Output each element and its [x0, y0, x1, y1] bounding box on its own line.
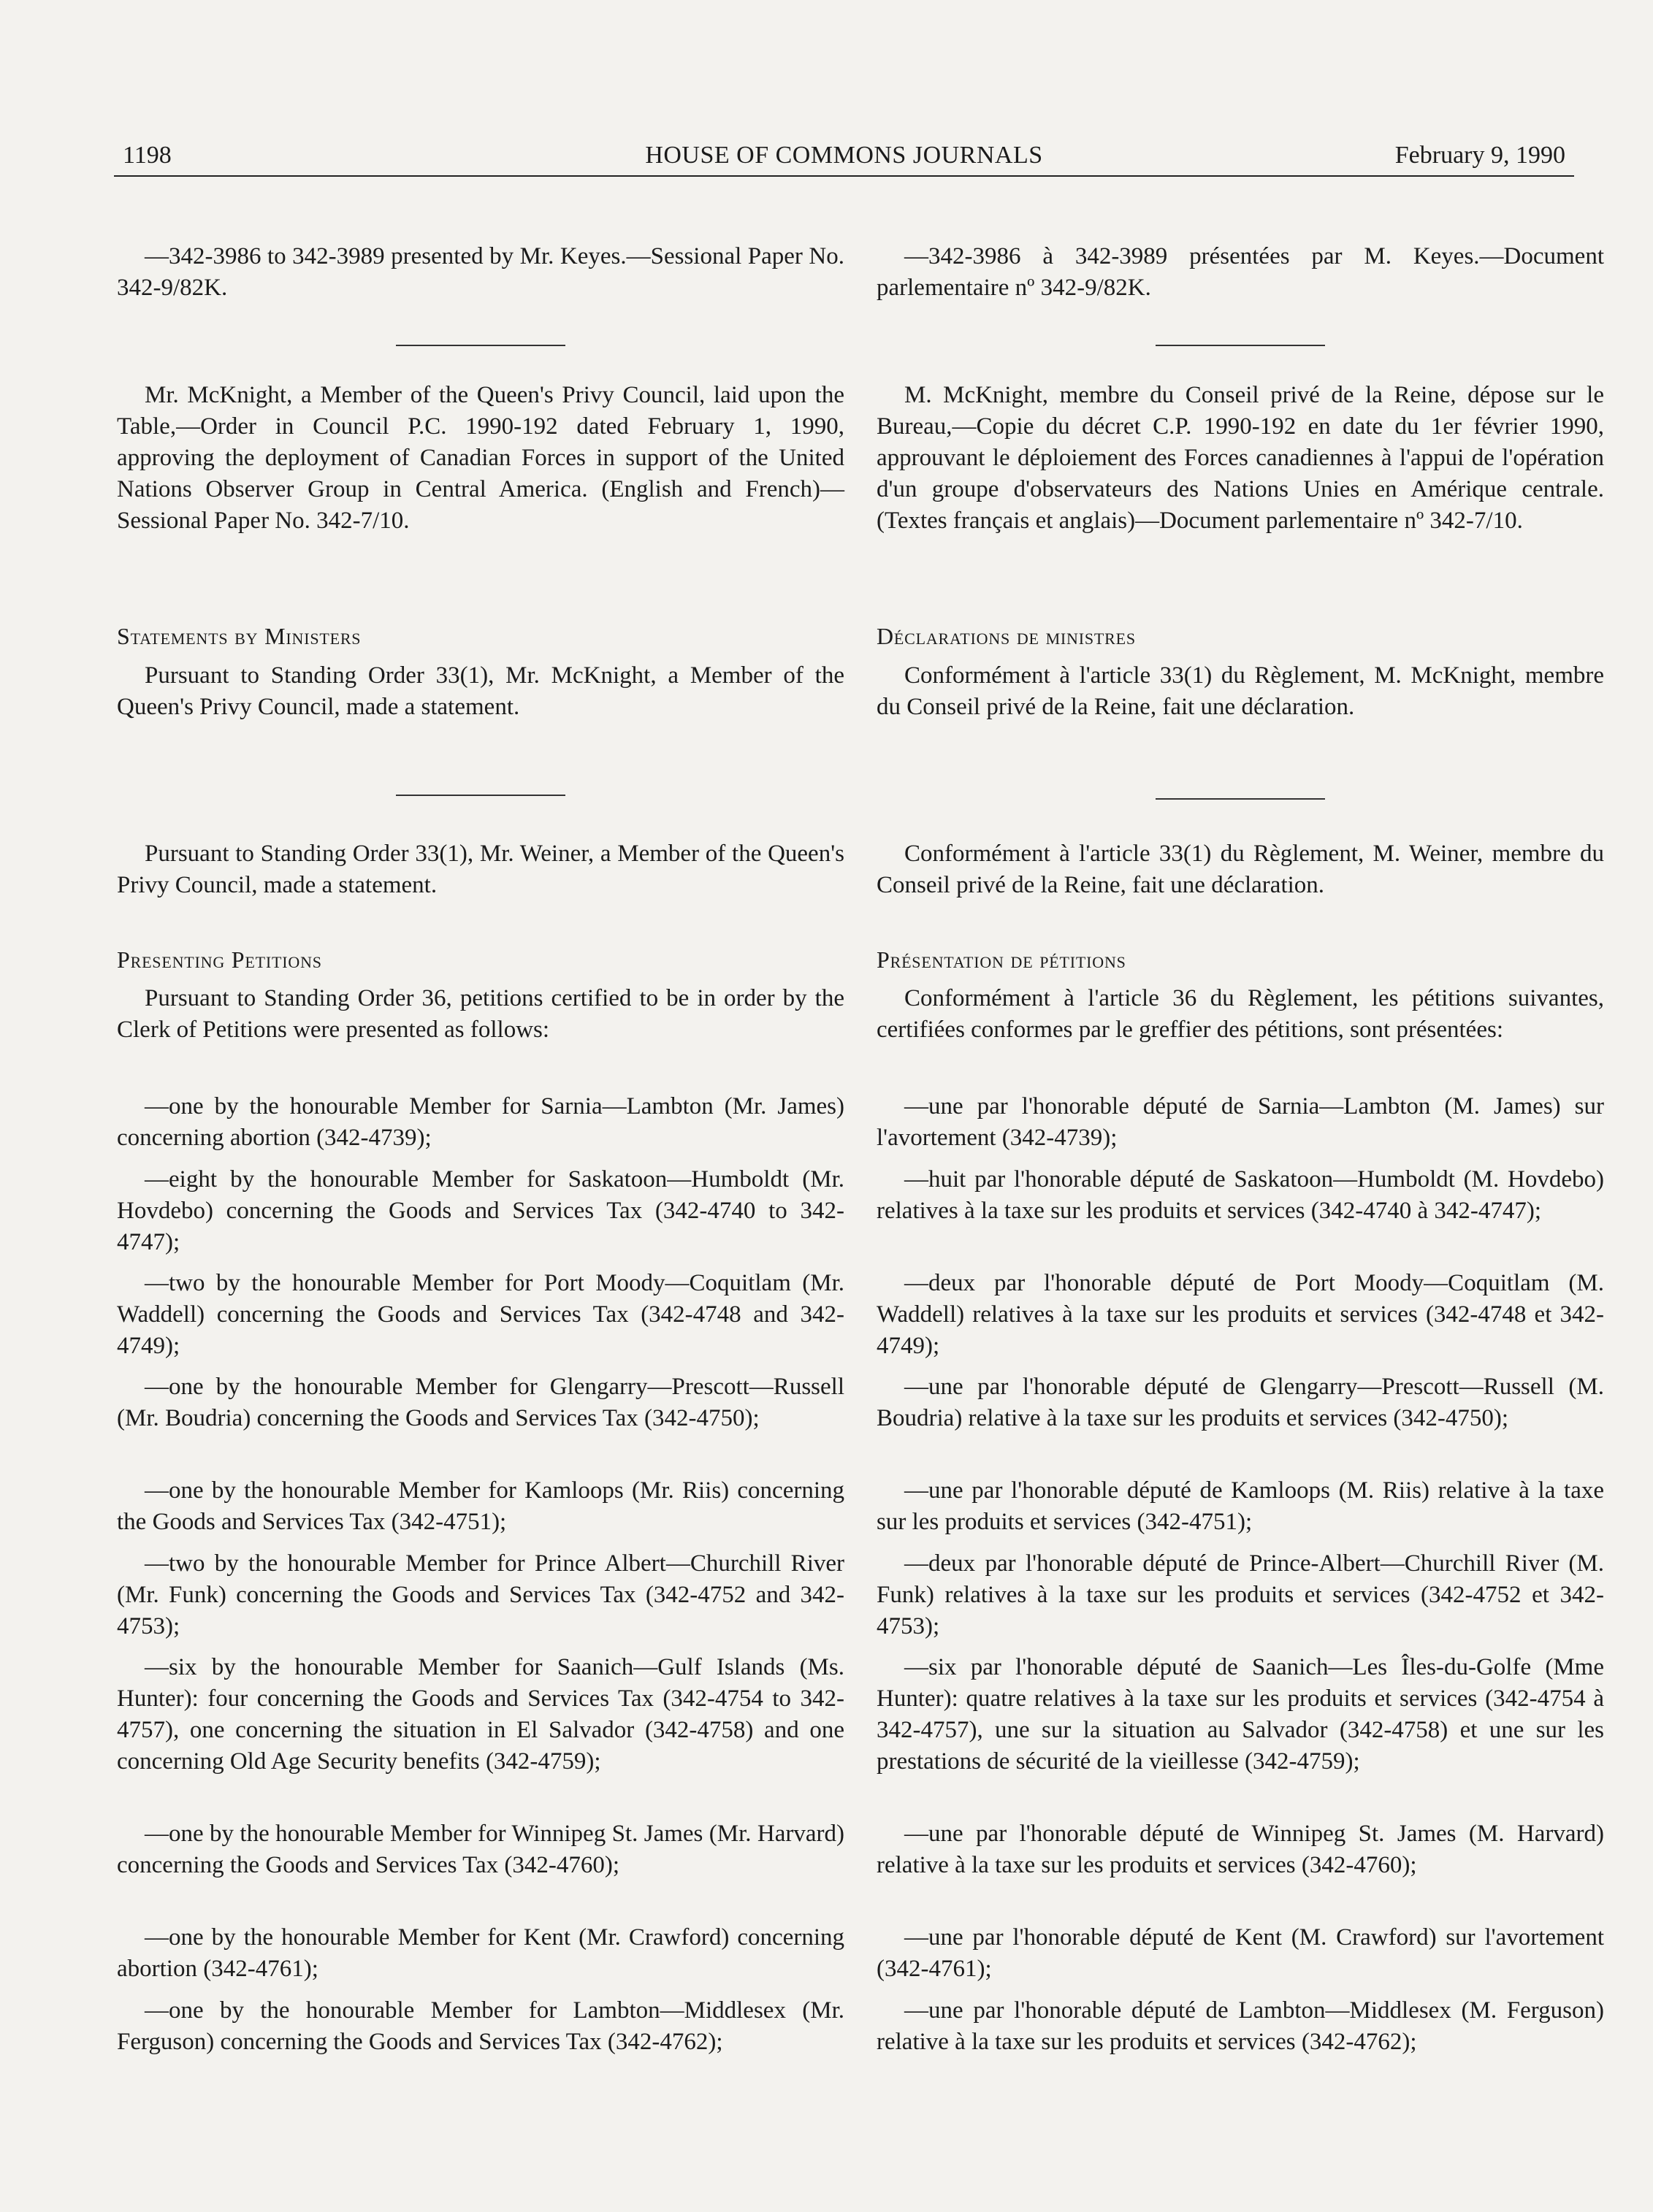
petition-list-item: —two by the honourable Member for Port Moody—Coquitlam (Mr. Waddell) concerning the Goods and Services Tax (342-4748 and 342-4749);: [117, 1270, 844, 1359]
sessional-paper-entry-fr: —342-3986 à 342-3989 présentées par M. Keyes.—Document parlementaire nº 342-9/82K.: [877, 243, 1604, 301]
declaration-weiner: Conformément à l'article 33(1) du Règlement, M. Weiner, membre du Conseil privé de la Reine, fait une déclaration.: [877, 841, 1604, 898]
presentation-de-petitions-heading: Présentation de pétitions: [877, 946, 1126, 973]
petition-list-item: —une par l'honorable député de Winnipeg St. James (M. Harvard) relative à la taxe sur les produits et services (342-4760);: [877, 1821, 1604, 1878]
petition-list-item: —deux par l'honorable député de Port Moody—Coquitlam (M. Waddell) relatives à la taxe sur les produits et services (342-4748 et 342-4749);: [877, 1270, 1604, 1359]
petition-list-item: —one by the honourable Member for Lambton—Middlesex (Mr. Ferguson) concerning the Goods and Services Tax (342-4762);: [117, 1997, 844, 2055]
petition-list-item: —one by the honourable Member for Winnipeg St. James (Mr. Harvard) concerning the Goods and Services Tax (342-4760);: [117, 1821, 844, 1878]
order-in-council-entry-fr: M. McKnight, membre du Conseil privé de la Reine, dépose sur le Bureau,—Copie du décret C.P. 1990-192 en date du 1er février 1990, approuvant le déploiement des Forces canadiennes à l'appui de l'opération d'un groupe d'observateurs des Nations Unies en Amérique centrale. (Textes français et anglais)—Document parlementaire nº 342-7/10.: [877, 382, 1604, 534]
declarations-de-ministres-heading: Déclarations de ministres: [877, 623, 1136, 649]
journal-date: February 9, 1990: [1394, 142, 1565, 169]
petition-list-item: —one by the honourable Member for Glengarry—Prescott—Russell (Mr. Boudria) concerning the Goods and Services Tax (342-4750);: [117, 1374, 844, 1431]
section-divider: [396, 795, 565, 796]
section-divider: [1156, 345, 1325, 346]
petitions-intro: Pursuant to Standing Order 36, petitions certified to be in order by the Clerk of Petitions were presented as follows:: [117, 985, 844, 1043]
petition-list-item: —une par l'honorable député de Lambton—Middlesex (M. Ferguson) relative à la taxe sur les produits et services (342-4762);: [877, 1997, 1604, 2055]
petition-list-item: —une par l'honorable député de Kamloops (M. Riis) relative à la taxe sur les produits et services (342-4751);: [877, 1477, 1604, 1535]
petition-list-item: —eight by the honourable Member for Saskatoon—Humboldt (Mr. Hovdebo) concerning the Goods and Services Tax (342-4740 to 342-4747);: [117, 1166, 844, 1255]
page-number: 1198: [123, 142, 172, 169]
section-divider: [396, 345, 565, 346]
petitions-intro-fr: Conformément à l'article 36 du Règlement, les pétitions suivantes, certifiées conformes par le greffier des pétitions, sont présentées:: [877, 985, 1604, 1043]
journal-title: HOUSE OF COMMONS JOURNALS: [645, 142, 1043, 169]
sessional-paper-entry: —342-3986 to 342-3989 presented by Mr. Keyes.—Sessional Paper No. 342-9/82K.: [117, 243, 844, 301]
statement-weiner: Pursuant to Standing Order 33(1), Mr. Weiner, a Member of the Queen's Privy Council, made a statement.: [117, 841, 844, 898]
petition-list-item: —two by the honourable Member for Prince Albert—Churchill River (Mr. Funk) concerning the Goods and Services Tax (342-4752 and 342-4753);: [117, 1550, 844, 1639]
petition-list-item: —one by the honourable Member for Kamloops (Mr. Riis) concerning the Goods and Services Tax (342-4751);: [117, 1477, 844, 1535]
petition-list-item: —six par l'honorable député de Saanich—Les Îles-du-Golfe (Mme Hunter): quatre relatives à la taxe sur les produits et services (342-4754 à 342-4757), une sur la situation au Salvador (342-4758) et une sur les prestations de sécurité de la vieillesse (342-4759);: [877, 1654, 1604, 1775]
petition-list-item: —une par l'honorable député de Sarnia—Lambton (M. James) sur l'avortement (342-4739);: [877, 1093, 1604, 1151]
running-header: [114, 137, 1574, 177]
statements-by-ministers-heading: Statements by Ministers: [117, 623, 362, 649]
section-divider: [1156, 798, 1325, 800]
petition-list-item: —six by the honourable Member for Saanich—Gulf Islands (Ms. Hunter): four concerning the Goods and Services Tax (342-4754 to 342-4757), one concerning the situation in El Salvador (342-4758) and one concerning Old Age Security benefits (342-4759);: [117, 1654, 844, 1775]
petition-list-item: —deux par l'honorable député de Prince-Albert—Churchill River (M. Funk) relatives à la taxe sur les produits et services (342-4752 et 342-4753);: [877, 1550, 1604, 1639]
petition-list-item: —one by the honourable Member for Kent (Mr. Crawford) concerning abortion (342-4761);: [117, 1924, 844, 1982]
petition-list-item: —une par l'honorable député de Glengarry—Prescott—Russell (M. Boudria) relative à la taxe sur les produits et services (342-4750);: [877, 1374, 1604, 1431]
declaration-mcknight: Conformément à l'article 33(1) du Règlement, M. McKnight, membre du Conseil privé de la Reine, fait une déclaration.: [877, 662, 1604, 720]
petition-list-item: —one by the honourable Member for Sarnia—Lambton (Mr. James) concerning abortion (342-4739);: [117, 1093, 844, 1151]
presenting-petitions-heading: Presenting Petitions: [117, 946, 322, 973]
statement-mcknight: Pursuant to Standing Order 33(1), Mr. McKnight, a Member of the Queen's Privy Council, made a statement.: [117, 662, 844, 720]
petition-list-item: —une par l'honorable député de Kent (M. Crawford) sur l'avortement (342-4761);: [877, 1924, 1604, 1982]
petition-list-item: —huit par l'honorable député de Saskatoon—Humboldt (M. Hovdebo) relatives à la taxe sur les produits et services (342-4740 à 342-4747);: [877, 1166, 1604, 1224]
order-in-council-entry: Mr. McKnight, a Member of the Queen's Privy Council, laid upon the Table,—Order in Council P.C. 1990-192 dated February 1, 1990, approving the deployment of Canadian Forces in support of the United Nations Observer Group in Central America. (English and French)—Sessional Paper No. 342-7/10.: [117, 382, 844, 534]
